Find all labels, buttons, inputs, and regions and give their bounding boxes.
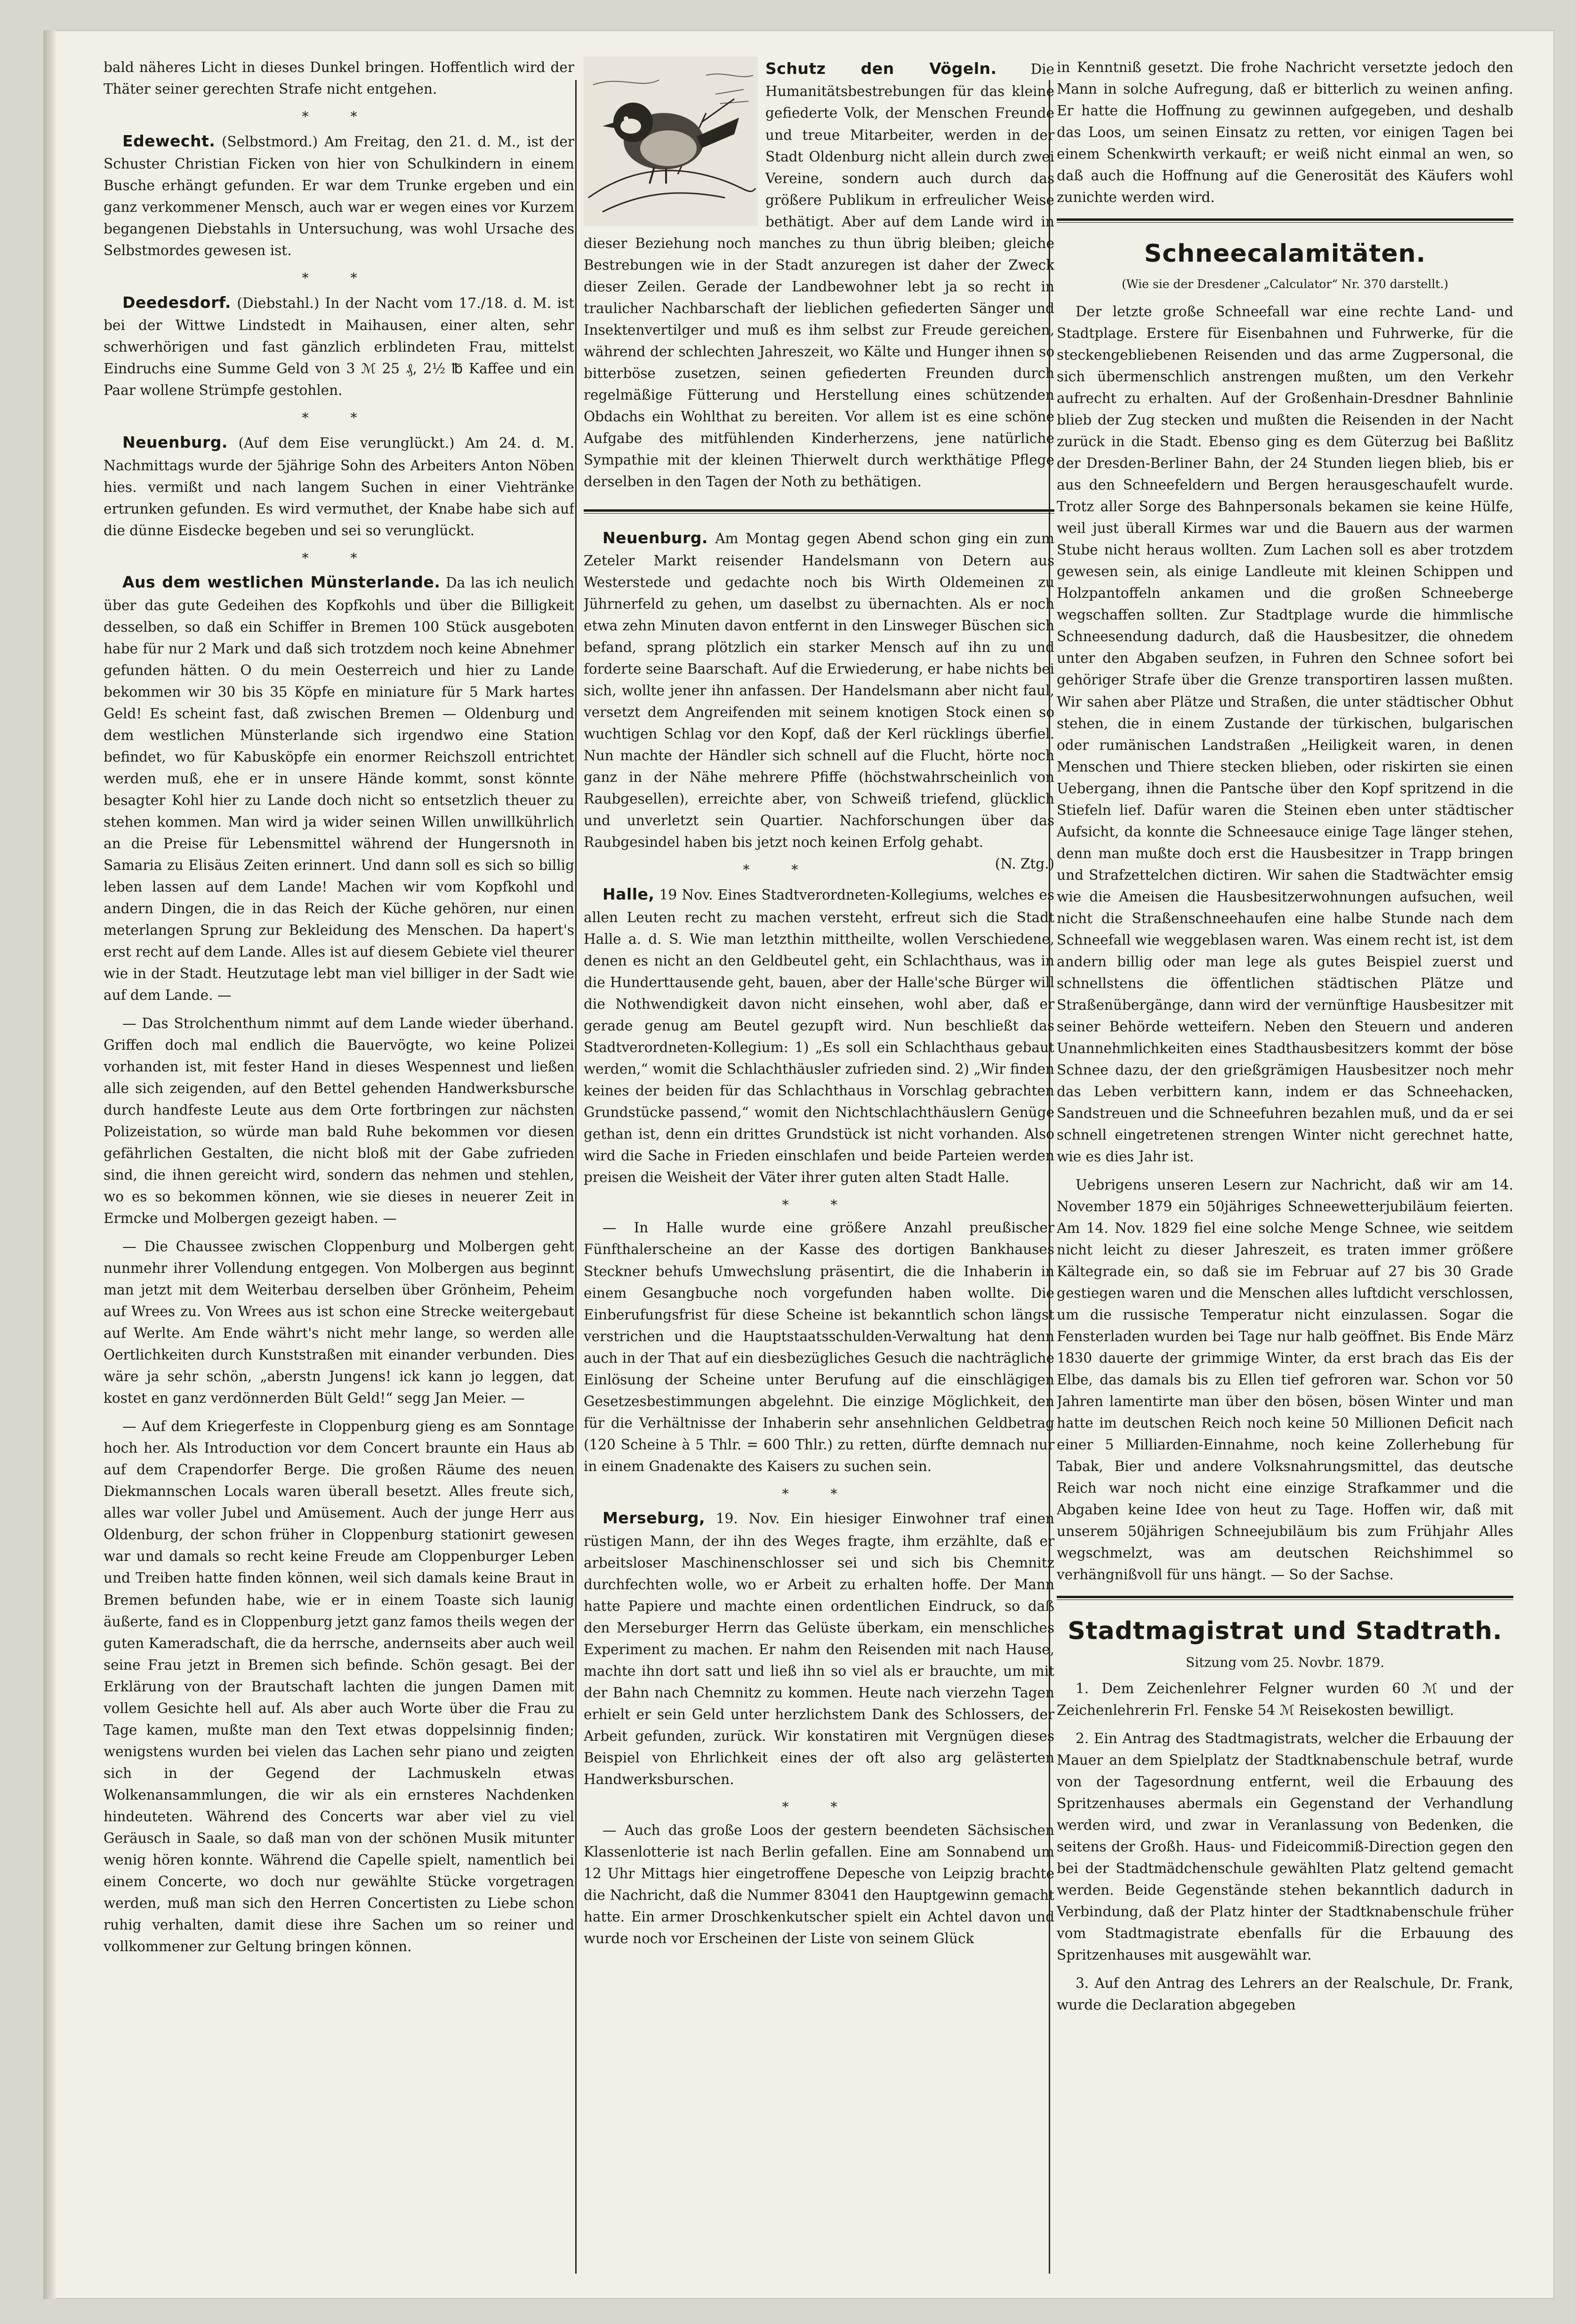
article-intro-continued: bald näheres Licht in dieses Dunkel bringen. Hoffentlich wird der Thäter seiner gerechten Strafe nicht entgehen. <box>104 59 574 97</box>
article-body: Die Humanitätsbestrebungen für das kleine gefiederte Volk, der Menschen Freunde und treue Mitarbeiter, werden in der Stadt Oldenburg nicht allein durch zwei Vereine, sondern auch durch das größere Publikum in erfreulicher Weise bethätigt. Aber auf dem Lande wird in dieser Beziehung noch manches zu thun übrig bleiben; gleiche Bestrebungen wie in der Stadt anzuregen ist daher der Zweck dieser Zeilen. Gerade der Landbewohner lebt ja so recht in traulicher Nachbarschaft der lieblichen gefiederten Sänger und Insektenvertilger und muß es ihm selbst zur Freude gereichen, während der schlechten Jahreszeit, wo Kälte und Hunger ihnen so bitterböse zusetzen, seinen gefiederten Freunden durch regelmäßige Fütterung und Herstellung eines schützenden Obdachs ein Wohlthat zu bereiten. Vor allem ist es eine schöne Aufgabe des mitfühlenden Kinderherzens, jene natürliche Sympathie mit der kleinen Thierwelt durch werkthätige Pflege derselben in den Tagen der Noth zu bethätigen. <box>584 61 1054 490</box>
section-title-schneecalamitaeten: Schneecalamitäten. <box>1144 240 1426 268</box>
article-edewecht <box>104 129 574 262</box>
bird-engraving-icon <box>584 56 758 226</box>
article-deedesdorf <box>104 290 574 402</box>
page-gutter-shadow <box>43 30 56 2299</box>
article-merseburg <box>584 1506 1054 1790</box>
column-rule-1 <box>575 80 577 2274</box>
separator-stars: * * <box>782 1486 856 1502</box>
article-loos-continued: in Kenntniß gesetzt. Die frohe Nachricht versetzte jedoch den Mann in solche Aufregung, daß er bitterlich zu weinen anfing. Er hatte die Hoffnung zu gewinnen aufgegeben, und deshalb das Loos, um seinen Einsatz zu retten, vor einigen Tagen bei einem Schenkwirth verkauft; er weiß nicht einmal an wen, so daß auch die Hoffnung auf die Generosität des Käufers wohl zunichte werden wird. <box>1057 59 1513 206</box>
separator-stars: * * <box>302 270 376 286</box>
article-body: Da las ich neulich über das gute Gedeihen des Kopfkohls und über die Billigkeit desselben, so daß ein Schiffer in Bremen 100 Stück ausgeboten habe für nur 2 Mark und daß sich trotzdem noch keine Abnehmer gefunden hätten. O du mein Oesterreich und hier zu Lande bekommen wir 30 bis 35 Köpfe en miniature für 5 Mark hartes Geld! Es scheint fast, daß zwischen Bremen — Oldenburg und dem westlichen Münsterlande sich irgendwo eine Station befindet, wo für Kabusköpfe ein enormer Reichszoll entrichtet werden muß, ehe er in unsere Hände kommt, sonst könnte besagter Kohl hier zu Lande doch nicht so entsetzlich theuer zu stehen kommen. Man wird ja wider seinen Willen unwillkührlich an die Preise für Lebensmittel während der Hungersnoth in Samaria zu Elisäus Zeiten erinnert. Und dann soll es sich so billig leben lassen auf dem Lande! Machen wir vom Kopfkohl und andern Dingen, die in das Reich der Küche gehören, nur einen meterlangen Sprung zur Bekleidung des Menschen. Da hapert's erst recht auf dem Lande. Alles ist auf diesem Gebiete viel theurer wie in der Stadt. Heutzutage lebt man viel billiger in der Sadt wie auf dem Lande. — <box>104 575 574 1004</box>
article-muensterland <box>104 570 574 1006</box>
article-body: (Diebstahl.) In der Nacht vom 17./18. d. M. ist bei der Wittwe Lindstedt in Maihausen, einer alten, sehr schwerhörigen und fast gänzlich erblindeten Frau, mittelst Eindruchs eine Summe Geld von 3 ℳ 25 ₰, 2½ ℔ Kaffee und ein Paar wollene Strümpfe gestohlen. <box>104 295 574 399</box>
article-heading: Merseburg, <box>603 1509 706 1528</box>
article-body: 19. Nov. Ein hiesiger Einwohner traf einen rüstigen Mann, der ihn des Weges fragte, ihm erzählte, daß er arbeitsloser Maschinenschlosser sei und sich bis Chemnitz durchfechten wolle, wo er Arbeit zu erhalten hoffe. Der Mann hatte Papiere und machte einen ordentlichen Eindruck, so daß den Merseburger Herrn das Gelüste überkam, ein menschliches Experiment zu machen. Er nahm den Reisenden mit nach Hause, machte ihn dort satt und ließ ihn so viel als er brauchte, um mit der Bahn nach Chemnitz zu kommen. Heute nach vierzehn Tagen erhielt er sein Geld unter herzlichstem Dank des Schlossers, der Arbeit gefunden, zurück. Wir konstatiren mit Vergnügen dieses Beispiel von Ehrlichkeit eines der oft also arg gelästerten Handwerksburschen. <box>584 1511 1054 1787</box>
column-3 <box>1057 56 1513 2260</box>
article-halle <box>584 882 1054 1188</box>
article-body: Am Montag gegen Abend schon ging ein zum Zeteler Markt reisender Handelsmann von Detern aus Westerstede und gedachte noch bis Wirth Oldemeinen zu Jührnerfeld zu gehen, um daselbst zu übernachten. Als er noch etwa zehn Minuten davon entfernt in den Linsweger Büschen sich befand, sprang plötzlich ein starker Mensch auf ihn zu und forderte seine Baarschaft. Auf die Erwiederung, er habe nichts bei sich, wollte jener ihn anfassen. Der Handelsmann aber nicht faul, versetzt dem Angreifenden mit seinem knotigen Stock einen so wuchtigen Schlag vor den Kopf, daß der Kerl rücklings überfiel. Nun machte der Händler sich schnell auf die Flucht, hörte noch ganz in der Nähe mehrere Pfiffe (höchstwahrscheinlich von Raubgesellen), erreichte aber, von Schweiß triefend, glücklich und unverletzt sein Quartier. Nachforschungen über das Raubgesindel haben bis jetzt noch keinen Erfolg gehabt. <box>584 530 1054 851</box>
article-heading: Edewecht. <box>122 131 216 150</box>
section-rule <box>584 509 1054 514</box>
council-item-1: 1. Dem Zeichenlehrer Felgner wurden 60 ℳ und der Zeichenlehrerin Frl. Fenske 54 ℳ Reisekosten bewilligt. <box>1057 1680 1513 1718</box>
source-attribution: (N. Ztg.) <box>995 856 1054 872</box>
session-date: Sitzung vom 25. Novbr. 1879. <box>1186 1655 1384 1671</box>
article-neuenburg <box>104 430 574 541</box>
article-kriegerfest: — Auf dem Kriegerfeste in Cloppenburg gieng es am Sonntage hoch her. Als Introduction vor dem Concert braunte ein Haus ab auf dem Crapendorfer Berge. Die großen Räume des neuen Diekmannschen Locals waren überall besetzt. Alles freute sich, alles war voller Jubel und Amüsement. Auch der junge Herr aus Oldenburg, der schon früher in Cloppenburg stationirt gewesen war und damals so recht keine Freude am Cloppenburger Leben und Treiben hatte finden können, weil sich damals keine Braut in Bremen befunden habe, wie er in einem Toaste sich launig äußerte, fand es in Cloppenburg jetzt ganz famos theils wegen der guten Kameradschaft, die da herrsche, andernseits aber auch weil seine Frau jetzt in Bremen sich befinde. Schön gesagt. Bei der Erklärung von der Brautschaft lachten die jungen Damen mit vollem Gesichte hell auf. Als aber auch Worte über die Frau zu Tage kamen, mußte man den Text etwas doppelsinnig finden; wenigstens wurden bei vielen das Lachen sehr piano und zeigten sich in der Gegend der Lachmuskeln etwas Wolkenansammlungen, die wir als ein ernsteres Nachdenken hindeuteten. Während des Concerts war aber viel zu viel Geräusch in Saale, so daß man von der schönen Musik mitunter wenig hören konnte. Während die Capelle spielt, namentlich bei einem Concerte, wo doch nur gewählte Stücke vorgetragen werden, muß man sich den Herren Concertisten zu Liebe schon ruhig verhalten, damit diese ihre Sachen um so reiner und vollkommener zur Geltung bringen können. <box>104 1418 574 1954</box>
article-halle-2: — In Halle wurde eine größere Anzahl preußischer Fünfthalerscheine an der Kasse des dortigen Bankhauses Steckner behufs Umwechslung präsentirt, die die Inhaberin in einem Gesangbuche noch vorgefunden haben wollte. Die Einberufungsfrist für diese Scheine ist bekanntlich schon längst verstrichen und die Hauptstaatsschulden-Verwaltung hat denn auch in der That auf ein diesbezügliches Gesuch die nachträgliche Einlösung der Scheine unter Berufung auf die einschlägigen Gesetzesbestimmungen abgelehnt. Die einzige Möglichkeit, den für die Verhältnisse der Inhaberin sehr ansehnlichen Geldbetrag (120 Scheine à 5 Thlr. = 600 Thlr.) zu retten, dürfte demnach nur in einem Gnadenakte des Kaisers zu suchen sein. <box>584 1220 1054 1474</box>
article-heading: Halle, <box>603 885 655 904</box>
column-1 <box>104 56 574 2260</box>
article-heading: Schutz den Vögeln. <box>765 59 997 78</box>
column-2 <box>584 56 1054 2260</box>
separator-stars: * * <box>302 109 376 125</box>
article-schnee-body: Der letzte große Schneefall war eine rechte Land- und Stadtplage. Erstere für Eisenbahnen und Fuhrwerke, für die steckengebliebenen Reisenden und das arme Zugpersonal, die sich übermenschlich anstrengen mußten, um den Verkehr aufrecht zu erhalten. Auf der Großenhain-Dresdner Bahnlinie blieb der Zug stecken und mußten die Reisenden in der Nacht zurück in die Stadt. Ebenso ging es dem Güterzug bei Baßlitz der Dresden-Berliner Bahn, der 24 Stunden liegen blieb, bis er aus den Schneefeldern und Bergen herausgeschaufelt wurde. Trotz aller Sorge des Bahnpersonals bekamen sie keine Hülfe, weil just überall Kirmes war und die Bauern aus der warmen Stube nicht heraus wollten. Zum Lachen soll es aber trotzdem gewesen sein, als einige Landleute mit kleinen Schippen und Holzpantoffeln ankamen und die großen Schneeberge wegschaffen sollten. Zur Stadtplage wurde die himmlische Schneesendung dadurch, daß die Hausbesitzer, die ohnedem unter den Abgaben seufzen, in Fuhren den Schnee sofort bei gehöriger Strafe über die Grenze transportiren lassen mußten. Wir sahen aber Plätze und Straßen, die unter städtischer Obhut stehen, die in einem Zustande der türkischen, bulgarischen oder rumänischen Landstraßen „Heiligkeit waren, in denen Menschen und Thiere stecken blieben, oder riskirten sie einen Uebergang, ihnen die Pantsche über den Kopf spritzend in die Stiefeln lief. Dafür waren die Steinen eben unter städtischer Aufsicht, da konnte die Schneesauce einige Tage länger stehen, denn man mußte doch erst die Hausbesitzer in Trapp bringen und Strafzettelchen dictiren. Wir sahen die Stadtwächter emsig wie die Ameisen die Hausbesitzerwohnungen aufsuchen, weil nicht die Straßenschneehaufen eine halbe Stunde nach dem Schneefall wie weggeblasen waren. Was einem recht ist, ist dem andern billig oder man lege als gutes Beispiel zuerst und schnellstens die öffentlichen städtischen Plätze und Straßenübergänge, dann wird der vernünftige Hausbesitzer mit seiner Behörde wetteifern. Neben den Steuern und anderen Unannehmlichkeiten eines Stadthausbesitzers kommt der böse Schnee dazu, der den grießgrämigen Hausbesitzer noch mehr das Leben verbittern kann, indem er das Schneehacken, Sandstreuen und die Schneefuhren bezahlen muß, und da er sei schnell eingetretenen strengen Winter nicht gerechnet hatte, wie es dies Jahr ist. <box>1057 304 1513 1165</box>
article-heading: Neuenburg. <box>603 528 708 547</box>
section-subtitle: (Wie sie der Dresdener „Calculator“ Nr. 370 darstellt.) <box>1122 277 1448 291</box>
separator-stars: * * <box>782 1197 856 1213</box>
separator-stars: * * <box>302 410 376 426</box>
article-neuenburg-2 <box>584 526 1054 872</box>
article-body: (Auf dem Eise verunglückt.) Am 24. d. M. Nachmittags wurde der 5jährige Sohn des Arbeiters Anton Nöben hies. vermißt und nach langem Suchen in einer Viehtränke ertrunken gefunden. Es wird vermuthet, der Knabe habe sich auf die dünne Eisdecke begeben und sei so verunglückt. <box>104 435 574 539</box>
article-grosse-loos: — Auch das große Loos der gestern beendeten Sächsischen Klassenlotterie ist nach Berlin gefallen. Eine am Sonnabend um 12 Uhr Mittags hier eingetroffene Depesche von Leipzig brachte die Nachricht, daß die Nummer 83041 den Hauptgewinn gemacht hatte. Ein armer Droschkenkutscher spielt ein Achtel davon und wurde noch vor Erscheinen der Liste von seinem Glück <box>584 1822 1054 1946</box>
article-strolchenthum: — Das Strolchenthum nimmt auf dem Lande wieder überhand. Griffen doch mal endlich die Bauervögte, wo keine Polizei vorhanden ist, mit fester Hand in dieses Wespennest und ließen alle sich zeigenden, auf den Bettel gehenden Handwerksbursche durch handfeste Leute aus dem Orte fortbringen zur nächsten Polizeistation, so würde man bald Ruhe bekommen vor diesen gefährlichen Gestalten, die nicht bloß mit der Gabe zufrieden sind, die ihnen gereicht wird, sondern das nehmen und stehlen, wo es so bekommen können, wie sie dieses in neuerer Zeit in Ermcke und Molbergen gezeigt haben. — <box>104 1015 574 1227</box>
section-rule <box>1057 1596 1513 1600</box>
separator-stars: * * <box>782 1799 856 1815</box>
section-title-stadtmagistrat: Stadtmagistrat und Stadtrath. <box>1068 1617 1503 1646</box>
council-item-2: 2. Ein Antrag des Stadtmagistrats, welcher die Erbauung der Mauer an dem Spielplatz der Stadtknabenschule betraf, wurde von der Tagesordnung entfernt, weil die Erbauung des Spritzenhauses abermals ein Gegenstand der Verhandlung werden wird, und zwar in Veranlassung von Bedenken, die seitens der Großh. Haus- und Fideicommiß-Direction gegen den bei der Stadtmädchenschule gewählten Platz geltend gemacht werden. Beide Gegenstände stehen bekanntlich dadurch in Verbindung, daß der Platz hinter der Stadtknabenschule früher vom Stadtmagistrate ebenfalls für die Erbauung des Spritzenhauses mit ausgewählt war. <box>1057 1730 1513 1963</box>
article-body: 19 Nov. Eines Stadtverordneten-Kollegiums, welches es allen Leuten recht zu machen versteht, erfreut sich die Stadt Halle a. d. S. Wie man letzthin mittheilte, wollen Verschiedene, denen es nicht an den Geldbeutel geht, ein Schlachthaus, was in die Hunderttausende geht, bauen, aber der Halle'sche Bürger will die Nothwendigkeit davon nicht einsehen, wohl aber, daß er gerade genug am Beutel gezupft wird. Nun beschließt das Stadtverordneten-Kollegium: 1) „Es soll ein Schlachthaus gebaut werden,“ womit die Schlachthäusler zufrieden sind. 2) „Wir finden keines der beiden für das Schlachthaus in Vorschlag gebrachten Grundstücke passend,“ womit den Nichtschlachthäuslern Genüge gethan ist, denn ein drittes Grundstück ist nicht vorhanden. Also wird die Sache in Frieden einschlafen und beide Parteien werden preisen die Weisheit der Väter ihrer guten alten Stadt Halle. <box>584 887 1054 1185</box>
section-rule <box>1057 218 1513 223</box>
article-heading: Deedesdorf. <box>122 293 231 312</box>
council-item-3: 3. Auf den Antrag des Lehrers an der Realschule, Dr. Frank, wurde die Declaration abgegeben <box>1057 1975 1513 2013</box>
separator-stars: * * <box>743 862 817 878</box>
article-schnee-body-2: Uebrigens unseren Lesern zur Nachricht, daß wir am 14. November 1879 ein 50jähriges Schneewetterjubiläum feierten. Am 14. Nov. 1829 fiel eine solche Menge Schnee, wie seitdem nicht leicht zu dieser Jahreszeit, es traten immer größere Kältegrade ein, so daß sie im Februar auf 27 bis 30 Grade gestiegen waren und die Menschen alles luftdicht verschlossen, um die russische Temperatur nicht einzulassen. Sogar die Fensterladen wurden bei Tage nur halb geöffnet. Bis Ende März 1830 dauerte der grimmige Winter, da erst brach das Eis der Elbe, das damals bis zu Ellen tief gefroren war. Schon vor 50 Jahren lamentirte man über den bösen, bösen Winter und man hatte im deutschen Reich noch keine 50 Millionen Deficit nach einer 5 Milliarden-Einnahme, noch keine Zollerhebung für Tabak, Bier und andere Volksnahrungsmittel, das deutsche Reich war noch nicht eine einzige Strafkammer und die Abgaben keine Idee von heut zu Tage. Hoffen wir, daß mit unserem 50jährigen Schneejubiläum bis zum Frühjahr Alles wegschmelzt, was am deutschen Reichshimmel so verhängnißvoll für uns hängt. — So der Sachse. <box>1057 1176 1513 1583</box>
separator-stars: * * <box>302 550 376 566</box>
bird-illustration <box>584 56 758 226</box>
article-body: (Selbstmord.) Am Freitag, den 21. d. M., ist der Schuster Christian Ficken von hier von Schulkindern in einem Busche erhängt gefunden. Er war dem Trunke ergeben und ein ganz verkommener Mensch, auch war er wegen eines vor Kurzem begangenen Diebstahls in Untersuchung, was wohl Ursache des Selbstmordes gewesen ist. <box>104 133 574 259</box>
article-chaussee: — Die Chaussee zwischen Cloppenburg und Molbergen geht nunmehr ihrer Vollendung entgegen. Von Molbergen aus beginnt man jetzt mit dem Weiterbau derselben über Grönheim, Peheim auf Wrees zu. Von Wrees aus ist schon eine Strecke weitergebaut auf Werlte. Am Ende währt's nicht mehr lange, so werden alle Oertlichkeiten durch Kunststraßen mit einander verbunden. Dies wäre ja sehr schön, „aberstn Jungens! ick kann jo leggen, dat kostet en ganz verdönnerden Bült Geld!“ segg Jan Meier. — <box>104 1238 574 1407</box>
article-heading: Aus dem westlichen Münsterlande. <box>122 573 441 592</box>
article-heading: Neuenburg. <box>122 433 228 452</box>
